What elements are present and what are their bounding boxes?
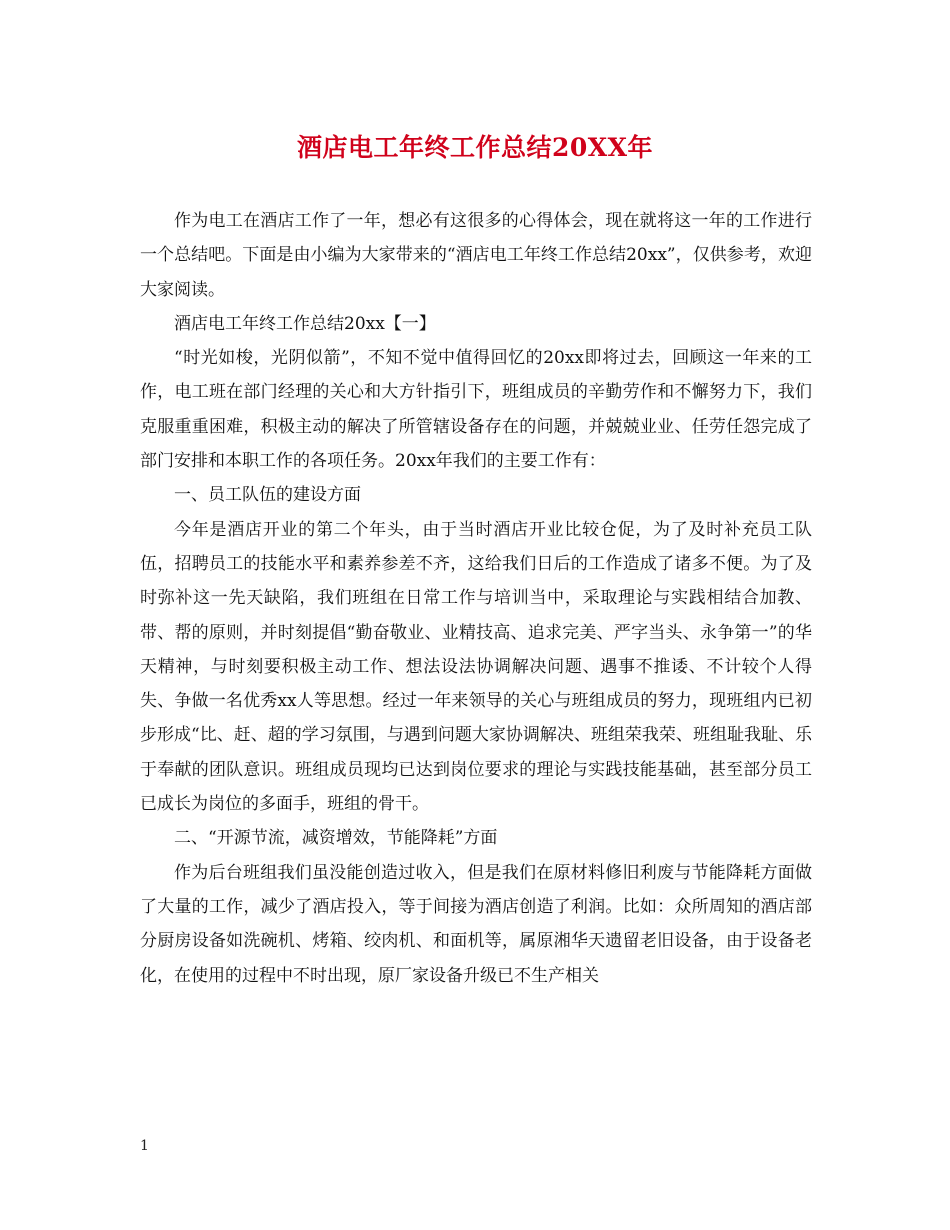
section-heading-staff: 一、员工队伍的建设方面 [174,485,361,506]
page-number: 1 [140,1138,149,1154]
document-body [140,204,812,993]
document-title: 酒店电工年终工作总结20XX年 [296,133,654,162]
intro-paragraph: 作为电工在酒店工作了一年，想必有这很多的心得体会，现在就将这一年的工作进行一个总结吧。下面是由小编为大家带来的“酒店电工年终工作总结20xx”，仅供参考，欢迎大家阅读。 [140,211,812,300]
section-heading-part-one: 酒店电工年终工作总结20xx【一】 [174,313,436,334]
energy-paragraph: 作为后台班组我们虽没能创造过收入，但是我们在原材料修旧利废与节能降耗方面做了大量的工作，减少了酒店投入，等于间接为酒店创造了利润。比如：众所周知的酒店部分厨房设备如洗碗机、烤箱、绞肉机、和面机等，属原湘华天遗留老旧设备，由于设备老化，在使用的过程中不时出现，原厂家设备升级已不生产相关 [140,862,812,986]
section-heading-energy: 二、“开源节流，减资增效，节能降耗”方面 [174,828,498,849]
overview-paragraph: “时光如梭，光阴似箭”，不知不觉中值得回忆的20xx即将过去，回顾这一年来的工作，电工班在部门经理的关心和大方针指引下，班组成员的辛勤劳作和不懈努力下，我们克服重重困难，积极主动的解决了所管辖设备存在的问题，并兢兢业业、任劳任怨完成了部门安排和本职工作的各项任务。20xx年我们的主要工作有： [140,348,812,472]
staff-paragraph: 今年是酒店开业的第二个年头，由于当时酒店开业比较仓促，为了及时补充员工队伍，招聘员工的技能水平和素养参差不齐，这给我们日后的工作造成了诸多不便。为了及时弥补这一先天缺陷，我们班组在日常工作与培训当中，采取理论与实践相结合加教、带、帮的原则，并时刻提倡“勤奋敬业、业精技高、追求完美、严字当头、永争第一”的华天精神，与时刻要积极主动工作、想法设法协调解决问题、遇事不推诿、不计较个人得失、争做一名优秀xx人等思想。经过一年来领导的关心与班组成员的努力，现班组内已初步形成“比、赶、超的学习氛围，与遇到问题大家协调解决、班组荣我荣、班组耻我耻、乐于奉献的团队意识。班组成员现均已达到岗位要求的理论与实践技能基础，甚至部分员工已成长为岗位的多面手，班组的骨干。 [140,519,812,815]
